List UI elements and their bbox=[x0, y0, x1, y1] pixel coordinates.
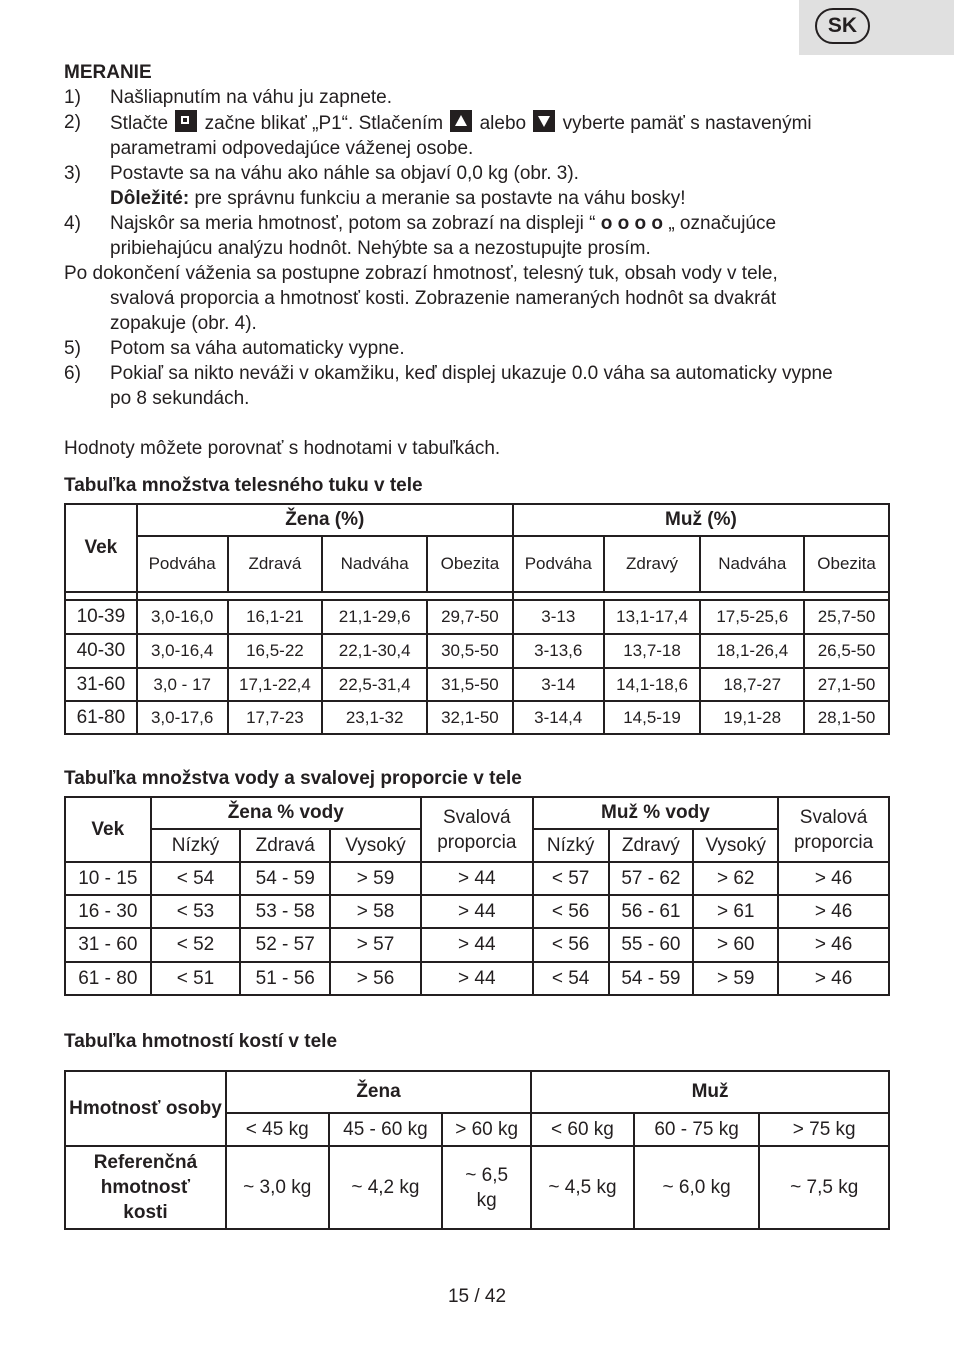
table2-title: Tabuľka množstva vody a svalovej proporcie v tele bbox=[64, 768, 522, 789]
column-header: Obezita bbox=[427, 536, 513, 592]
table1-title: Tabuľka množstva telesného tuku v tele bbox=[64, 475, 423, 496]
column-header: Vysoký bbox=[693, 829, 778, 862]
instructions bbox=[64, 61, 894, 461]
column-header: Zdravý bbox=[609, 829, 694, 862]
column-header: > 60 kg bbox=[442, 1113, 531, 1146]
set-button-icon bbox=[175, 110, 197, 132]
body-fat-table bbox=[64, 503, 890, 735]
column-header: Nízký bbox=[151, 829, 241, 862]
column-header: 60 - 75 kg bbox=[634, 1113, 760, 1146]
table-row: 31 - 60 < 52 52 - 57 > 57 > 44 < 56 55 - 60 > 60 > 46 bbox=[65, 928, 889, 962]
column-header: < 45 kg bbox=[226, 1113, 329, 1146]
table-row: 31-60 3,0 - 17 17,1-22,4 22,5-31,4 31,5-50 3-14 14,1-18,6 18,7-27 27,1-50 bbox=[65, 668, 889, 701]
women-water-header: Žena % vody bbox=[151, 797, 421, 829]
step-6: 6) Pokiaľ sa nikto neváži v okamžiku, keď displej ukazuje 0.0 váha sa automaticky vypne po 8 sekundách. bbox=[64, 363, 833, 409]
step-3: 3) Postavte sa na váhu ako náhle sa objaví 0,0 kg (obr. 3). Dôležité: pre správnu funkciu a meranie sa postavte na váhu bosky! bbox=[64, 163, 686, 209]
up-arrow-button-icon bbox=[450, 110, 472, 132]
bone-mass-table bbox=[64, 1070, 890, 1230]
table-row: 40-30 3,0-16,4 16,5-22 22,1-30,4 30,5-50 3-13,6 13,7-18 18,1-26,4 26,5-50 bbox=[65, 634, 889, 668]
column-header: < 60 kg bbox=[531, 1113, 634, 1146]
table3-title: Tabuľka hmotností kostí v tele bbox=[64, 1031, 338, 1052]
column-header: Obezita bbox=[804, 536, 889, 592]
column-header: > 75 kg bbox=[759, 1113, 889, 1146]
table-row: 16 - 30 < 53 53 - 58 > 58 > 44 < 56 56 - 61 > 61 > 46 bbox=[65, 895, 889, 928]
men-header: Muž (%) bbox=[513, 504, 889, 536]
page-number: 15 / 42 bbox=[447, 1286, 507, 1307]
step-2: 2) Stlačte začne blikať „P1“. Stlačením alebo vyberte pamäť s nastavenými parametrami odpovedajúce váženej osobe. bbox=[64, 112, 812, 159]
muscle-header: Svalová proporcia bbox=[778, 797, 889, 862]
column-header: Podváha bbox=[137, 536, 228, 592]
column-header: Vysoký bbox=[330, 829, 421, 862]
display-indicator: o o o o bbox=[600, 213, 664, 234]
table-row: 10 - 15 < 54 54 - 59 > 59 > 44 < 57 57 - 62 > 62 > 46 bbox=[65, 862, 889, 895]
column-header: Nadváha bbox=[700, 536, 804, 592]
column-header: Zdravý bbox=[604, 536, 701, 592]
column-header: Zdravá bbox=[240, 829, 330, 862]
ref-header: Referenčná hmotnosť kosti bbox=[65, 1146, 226, 1229]
down-arrow-button-icon bbox=[533, 110, 555, 132]
men-header: Muž bbox=[531, 1071, 889, 1113]
muscle-header: Svalová proporcia bbox=[421, 797, 533, 862]
column-header: Nadváha bbox=[322, 536, 427, 592]
step-4: 4) Najskôr sa meria hmotnosť, potom sa zobrazí na displeji “ o o o o „ označujúce pribiehajúcu analýzu hodnôt. Nehýbte sa a nezostupujte prosím. bbox=[64, 213, 777, 259]
age-header: Vek bbox=[65, 504, 137, 592]
step-5: 5) Potom sa váha automaticky vypne. bbox=[64, 338, 405, 359]
important-label: Dôležité: bbox=[110, 188, 190, 209]
compare-note: Hodnoty môžete porovnať s hodnotami v tabuľkách. bbox=[64, 438, 501, 459]
table-row: 10-39 3,0-16,0 16,1-21 21,1-29,6 29,7-50 3-13 13,1-17,4 17,5-25,6 25,7-50 bbox=[65, 600, 889, 634]
women-header: Žena bbox=[226, 1071, 531, 1113]
men-water-header: Muž % vody bbox=[533, 797, 778, 829]
column-header: 45 - 60 kg bbox=[329, 1113, 443, 1146]
step-1: 1) Našliapnutím na váhu ju zapnete. bbox=[64, 87, 393, 108]
table-row: Referenčná hmotnosť kosti ~ 3,0 kg ~ 4,2 kg ~ 6,5 kg ~ 4,5 kg ~ 6,0 kg ~ 7,5 kg bbox=[65, 1146, 889, 1229]
result-paragraph: Po dokončení váženia sa postupne zobrazí hmotnosť, telesný tuk, obsah vody v tele, svalová proporcia a hmotnosť kosti. Zobrazenie nameraných hodnôt sa dvakrát zopakuje (obr. 4). bbox=[64, 263, 778, 334]
age-header: Vek bbox=[65, 797, 151, 862]
section-heading: MERANIE bbox=[64, 62, 152, 83]
table-row: 61-80 3,0-17,6 17,7-23 23,1-32 32,1-50 3-14,4 14,5-19 19,1-28 28,1-50 bbox=[65, 701, 889, 734]
women-header: Žena (%) bbox=[137, 504, 513, 536]
table-row: 61 - 80 < 51 51 - 56 > 56 > 44 < 54 54 - 59 > 59 > 46 bbox=[65, 962, 889, 995]
column-header: Podváha bbox=[513, 536, 604, 592]
weight-header: Hmotnosť osoby bbox=[65, 1071, 226, 1146]
column-header: Zdravá bbox=[228, 536, 323, 592]
column-header: Nízký bbox=[533, 829, 609, 862]
water-muscle-table bbox=[64, 796, 890, 996]
language-badge: SK bbox=[815, 8, 870, 44]
